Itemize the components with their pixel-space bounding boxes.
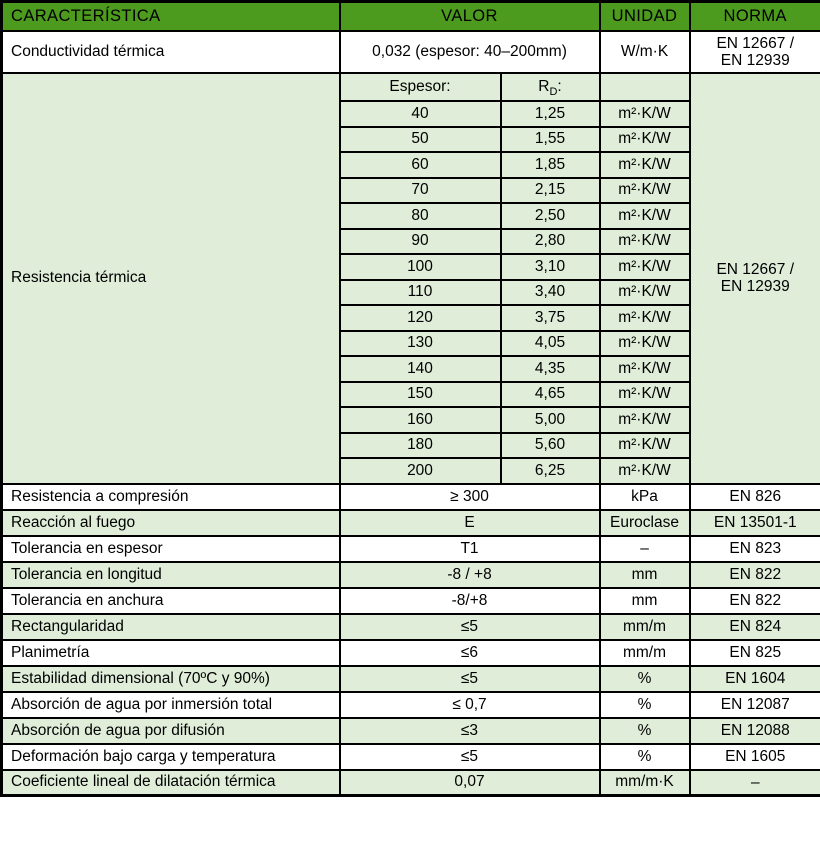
characteristic-name: Planimetría bbox=[2, 640, 340, 666]
espesor-value: 50 bbox=[340, 127, 501, 153]
espesor-value: 130 bbox=[340, 331, 501, 357]
espesor-value: 120 bbox=[340, 305, 501, 331]
characteristic-unit: kPa bbox=[600, 484, 690, 510]
rd-header-cell bbox=[501, 73, 600, 101]
unit-value: m²·K/W bbox=[600, 178, 690, 204]
unit-value: m²·K/W bbox=[600, 127, 690, 153]
espesor-value: 90 bbox=[340, 229, 501, 255]
espesor-value: 160 bbox=[340, 407, 501, 433]
characteristic-name: Tolerancia en anchura bbox=[2, 588, 340, 614]
header-caracteristica: CARACTERÍSTICA bbox=[2, 2, 340, 32]
characteristic-name: Absorción de agua por difusión bbox=[2, 718, 340, 744]
characteristic-value: ≤6 bbox=[340, 640, 600, 666]
espesor-value: 110 bbox=[340, 280, 501, 306]
espesor-value: 180 bbox=[340, 433, 501, 459]
unit-value: m²·K/W bbox=[600, 101, 690, 127]
rd-colon: : bbox=[557, 78, 562, 95]
characteristic-unit: mm bbox=[600, 562, 690, 588]
characteristic-norm: EN 822 bbox=[690, 562, 820, 588]
characteristic-name: Deformación bajo carga y temperatura bbox=[2, 744, 340, 770]
characteristic-norm: – bbox=[690, 770, 820, 796]
characteristic-value: ≥ 300 bbox=[340, 484, 600, 510]
characteristic-name: Conductividad térmica bbox=[2, 31, 340, 73]
characteristic-unit: % bbox=[600, 744, 690, 770]
header-unidad: UNIDAD bbox=[600, 2, 690, 32]
characteristic-value: 0,032 (espesor: 40–200mm) bbox=[340, 31, 600, 73]
characteristic-value: ≤5 bbox=[340, 744, 600, 770]
norm-line2: EN 12939 bbox=[720, 278, 790, 296]
espesor-value: 80 bbox=[340, 203, 501, 229]
rd-value: 2,15 bbox=[501, 178, 600, 204]
characteristic-value: 0,07 bbox=[340, 770, 600, 796]
rd-value: 4,65 bbox=[501, 382, 600, 408]
espesor-header-cell: Espesor: bbox=[340, 73, 501, 101]
rd-value: 2,50 bbox=[501, 203, 600, 229]
unit-value: m²·K/W bbox=[600, 229, 690, 255]
unit-value: m²·K/W bbox=[600, 305, 690, 331]
characteristic-unit: mm/m·K bbox=[600, 770, 690, 796]
characteristic-name: Estabilidad dimensional (70ºC y 90%) bbox=[2, 666, 340, 692]
table-row bbox=[2, 666, 820, 692]
characteristic-name: Absorción de agua por inmersión total bbox=[2, 692, 340, 718]
characteristic-unit: Euroclase bbox=[600, 510, 690, 536]
characteristic-value: ≤5 bbox=[340, 614, 600, 640]
espesor-value: 200 bbox=[340, 458, 501, 484]
header-valor: VALOR bbox=[340, 2, 600, 32]
characteristic-unit: – bbox=[600, 536, 690, 562]
rd-value: 1,85 bbox=[501, 152, 600, 178]
rd-value: 5,00 bbox=[501, 407, 600, 433]
unit-value: m²·K/W bbox=[600, 433, 690, 459]
espesor-value: 70 bbox=[340, 178, 501, 204]
characteristic-unit: mm/m bbox=[600, 614, 690, 640]
table-row bbox=[2, 640, 820, 666]
characteristic-norm: EN 823 bbox=[690, 536, 820, 562]
characteristic-name: Reacción al fuego bbox=[2, 510, 340, 536]
characteristic-name: Tolerancia en longitud bbox=[2, 562, 340, 588]
characteristic-name: Tolerancia en espesor bbox=[2, 536, 340, 562]
table-row bbox=[2, 588, 820, 614]
unit-value: m²·K/W bbox=[600, 356, 690, 382]
empty-unit-cell bbox=[600, 73, 690, 101]
characteristic-unit: mm/m bbox=[600, 640, 690, 666]
unit-value: m²·K/W bbox=[600, 254, 690, 280]
rd-value: 4,35 bbox=[501, 356, 600, 382]
characteristic-value: T1 bbox=[340, 536, 600, 562]
characteristic-name: Resistencia a compresión bbox=[2, 484, 340, 510]
espesor-value: 140 bbox=[340, 356, 501, 382]
norm-line2: EN 12939 bbox=[720, 52, 790, 69]
characteristic-norm: EN 824 bbox=[690, 614, 820, 640]
table-row bbox=[2, 718, 820, 744]
header-norma: NORMA bbox=[690, 2, 820, 32]
unit-value: m²·K/W bbox=[600, 152, 690, 178]
row-conductividad bbox=[2, 31, 820, 73]
norm-line1: EN 12667 / bbox=[716, 34, 795, 52]
rd-value: 1,25 bbox=[501, 101, 600, 127]
unit-value: m²·K/W bbox=[600, 382, 690, 408]
unit-value: m²·K/W bbox=[600, 331, 690, 357]
rd-value: 3,40 bbox=[501, 280, 600, 306]
unit-value: m²·K/W bbox=[600, 280, 690, 306]
characteristic-norm: EN 12087 bbox=[690, 692, 820, 718]
espesor-value: 100 bbox=[340, 254, 501, 280]
resistencia-header-row bbox=[2, 73, 820, 101]
characteristic-norm: EN 12088 bbox=[690, 718, 820, 744]
characteristic-value: -8 / +8 bbox=[340, 562, 600, 588]
header-row bbox=[2, 2, 820, 32]
unit-value: m²·K/W bbox=[600, 458, 690, 484]
characteristic-unit: mm bbox=[600, 588, 690, 614]
rd-value: 3,10 bbox=[501, 254, 600, 280]
espesor-value: 40 bbox=[340, 101, 501, 127]
unit-value: m²·K/W bbox=[600, 203, 690, 229]
table-row bbox=[2, 536, 820, 562]
rd-subscript: D bbox=[549, 86, 558, 99]
table-row bbox=[2, 614, 820, 640]
characteristic-value: E bbox=[340, 510, 600, 536]
table-row bbox=[2, 744, 820, 770]
rd-value: 4,05 bbox=[501, 331, 600, 357]
table-row bbox=[2, 484, 820, 510]
characteristic-unit: W/m·K bbox=[600, 31, 690, 73]
rd-value: 5,60 bbox=[501, 433, 600, 459]
rd-value: 6,25 bbox=[501, 458, 600, 484]
characteristic-name: Coeficiente lineal de dilatación térmica bbox=[2, 770, 340, 796]
characteristic-norm: EN 13501-1 bbox=[690, 510, 820, 536]
rd-base: R bbox=[538, 78, 550, 95]
rd-value: 1,55 bbox=[501, 127, 600, 153]
norm-line1: EN 12667 / bbox=[716, 260, 795, 278]
characteristic-norm: EN 826 bbox=[690, 484, 820, 510]
espesor-value: 150 bbox=[340, 382, 501, 408]
rd-value: 3,75 bbox=[501, 305, 600, 331]
table-row bbox=[2, 510, 820, 536]
resistencia-norma-cell bbox=[690, 73, 820, 484]
characteristic-norm: EN 1604 bbox=[690, 666, 820, 692]
characteristic-unit: % bbox=[600, 692, 690, 718]
characteristic-value: ≤3 bbox=[340, 718, 600, 744]
rd-value: 2,80 bbox=[501, 229, 600, 255]
characteristic-value: -8/+8 bbox=[340, 588, 600, 614]
unit-value: m²·K/W bbox=[600, 407, 690, 433]
characteristic-norm: EN 822 bbox=[690, 588, 820, 614]
characteristic-name: Rectangularidad bbox=[2, 614, 340, 640]
characteristic-unit: % bbox=[600, 666, 690, 692]
table-row bbox=[2, 562, 820, 588]
resistencia-label-cell: Resistencia térmica bbox=[2, 73, 340, 484]
characteristic-norm: EN 825 bbox=[690, 640, 820, 666]
characteristic-norm: EN 1605 bbox=[690, 744, 820, 770]
characteristic-unit: % bbox=[600, 718, 690, 744]
characteristic-value: ≤5 bbox=[340, 666, 600, 692]
espesor-value: 60 bbox=[340, 152, 501, 178]
table-row bbox=[2, 770, 820, 796]
characteristic-norm bbox=[690, 31, 820, 73]
table-row bbox=[2, 692, 820, 718]
characteristic-value: ≤ 0,7 bbox=[340, 692, 600, 718]
